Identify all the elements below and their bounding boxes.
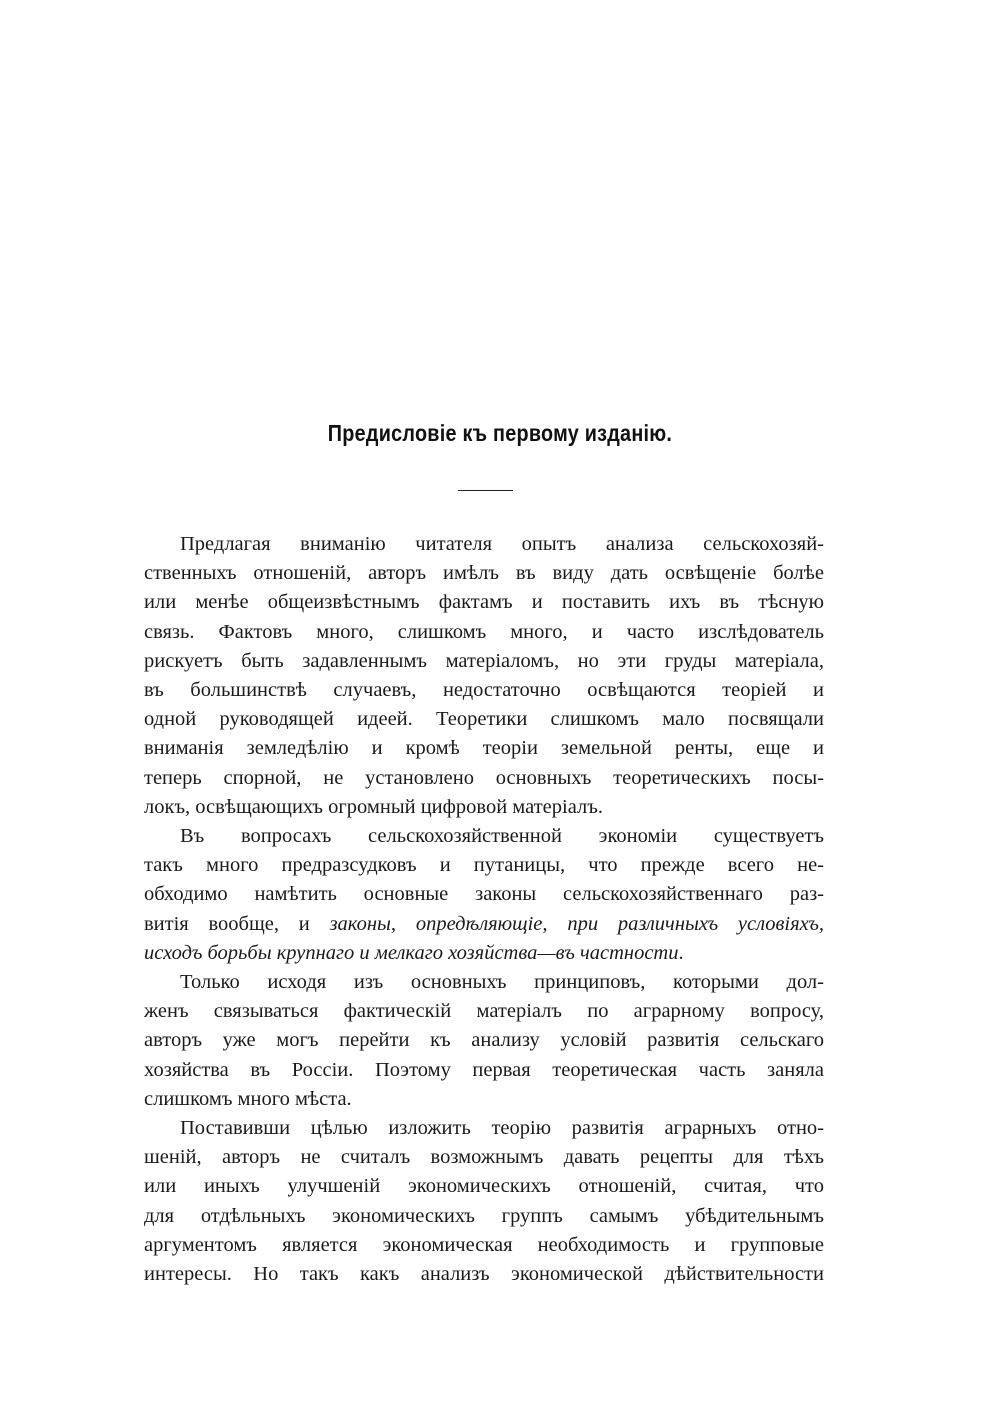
- text-line-mixed: [144, 910, 824, 939]
- text-line: вниманія земледѣлію и кромѣ теоріи земельной ренты, еще и: [144, 737, 824, 760]
- paragraph-2: [144, 822, 824, 968]
- paragraph-3: [144, 968, 824, 1114]
- body-text: [144, 530, 824, 1289]
- text-line: или иныхъ улучшеній экономическихъ отношеній, считая, что: [144, 1175, 824, 1198]
- text-line: слишкомъ много мѣста.: [144, 1087, 352, 1110]
- text-line: интересы. Но такъ какъ анализъ экономической дѣйствительности: [144, 1263, 824, 1286]
- text-line: такъ много предразсудковъ и путаницы, что прежде всего не-: [144, 854, 824, 877]
- text-run: .: [678, 941, 684, 964]
- text-line: теперь спорной, не установлено основныхъ теоретическихъ посы-: [144, 766, 824, 789]
- text-line: для отдѣльныхъ экономическихъ группъ самымъ убѣдительнымъ: [144, 1204, 824, 1227]
- paragraph-4: [144, 1114, 824, 1289]
- text-line: локъ, освѣщающихъ огромный цифровой матеріалъ.: [144, 795, 603, 818]
- title-divider: [458, 490, 513, 491]
- text-line: аргументомъ является экономическая необходимость и групповые: [144, 1233, 824, 1256]
- text-line: въ большинствѣ случаевъ, недостаточно освѣщаются теоріей и: [144, 679, 824, 702]
- text-line: хозяйства въ Россіи. Поэтому первая теоретическая часть заняла: [144, 1058, 824, 1081]
- text-line: Поставивши цѣлью изложить теорію развитія аграрныхъ отно-: [180, 1117, 824, 1140]
- text-line: Въ вопросахъ сельскохозяйственной экономіи существуетъ: [180, 825, 824, 848]
- text-line: шеній, авторъ не считалъ возможнымъ давать рецепты для тѣхъ: [144, 1146, 824, 1169]
- text-line-mixed: [144, 939, 824, 968]
- text-line: одной руководящей идеей. Теоретики слишкомъ мало посвящали: [144, 708, 824, 731]
- page-title: Предисловіе къ первому изданію.: [327, 420, 673, 446]
- paragraph-1: [144, 530, 824, 822]
- text-run: витія вообще, и: [144, 912, 330, 935]
- text-line: ственныхъ отношеній, авторъ имѣлъ въ виду дать освѣщеніе болѣе: [144, 562, 824, 585]
- text-line: обходимо намѣтить основные законы сельскохозяйственнаго раз-: [144, 883, 824, 906]
- text-line: связь. Фактовъ много, слишкомъ много, и часто изслѣдователь: [144, 620, 824, 643]
- text-line: женъ связываться фактическій матеріалъ по аграрному вопросу,: [144, 1000, 824, 1023]
- text-line: Только исходя изъ основныхъ принциповъ, которыми дол-: [180, 971, 824, 994]
- italic-emphasis: законы, опредѣляющіе, при различныхъ условіяхъ,: [329, 912, 824, 935]
- italic-emphasis: исходъ борьбы крупнаго и мелкаго хозяйства—въ частности: [144, 941, 679, 964]
- text-line: рискуетъ быть задавленнымъ матеріаломъ, но эти груды матеріала,: [144, 649, 824, 672]
- text-line: авторъ уже могъ перейти къ анализу условій развитія сельскаго: [144, 1029, 824, 1052]
- text-line: или менѣе общеизвѣстнымъ фактамъ и поставить ихъ въ тѣсную: [144, 591, 824, 614]
- text-line: Предлагая вниманію читателя опытъ анализа сельскохозяй-: [180, 533, 824, 555]
